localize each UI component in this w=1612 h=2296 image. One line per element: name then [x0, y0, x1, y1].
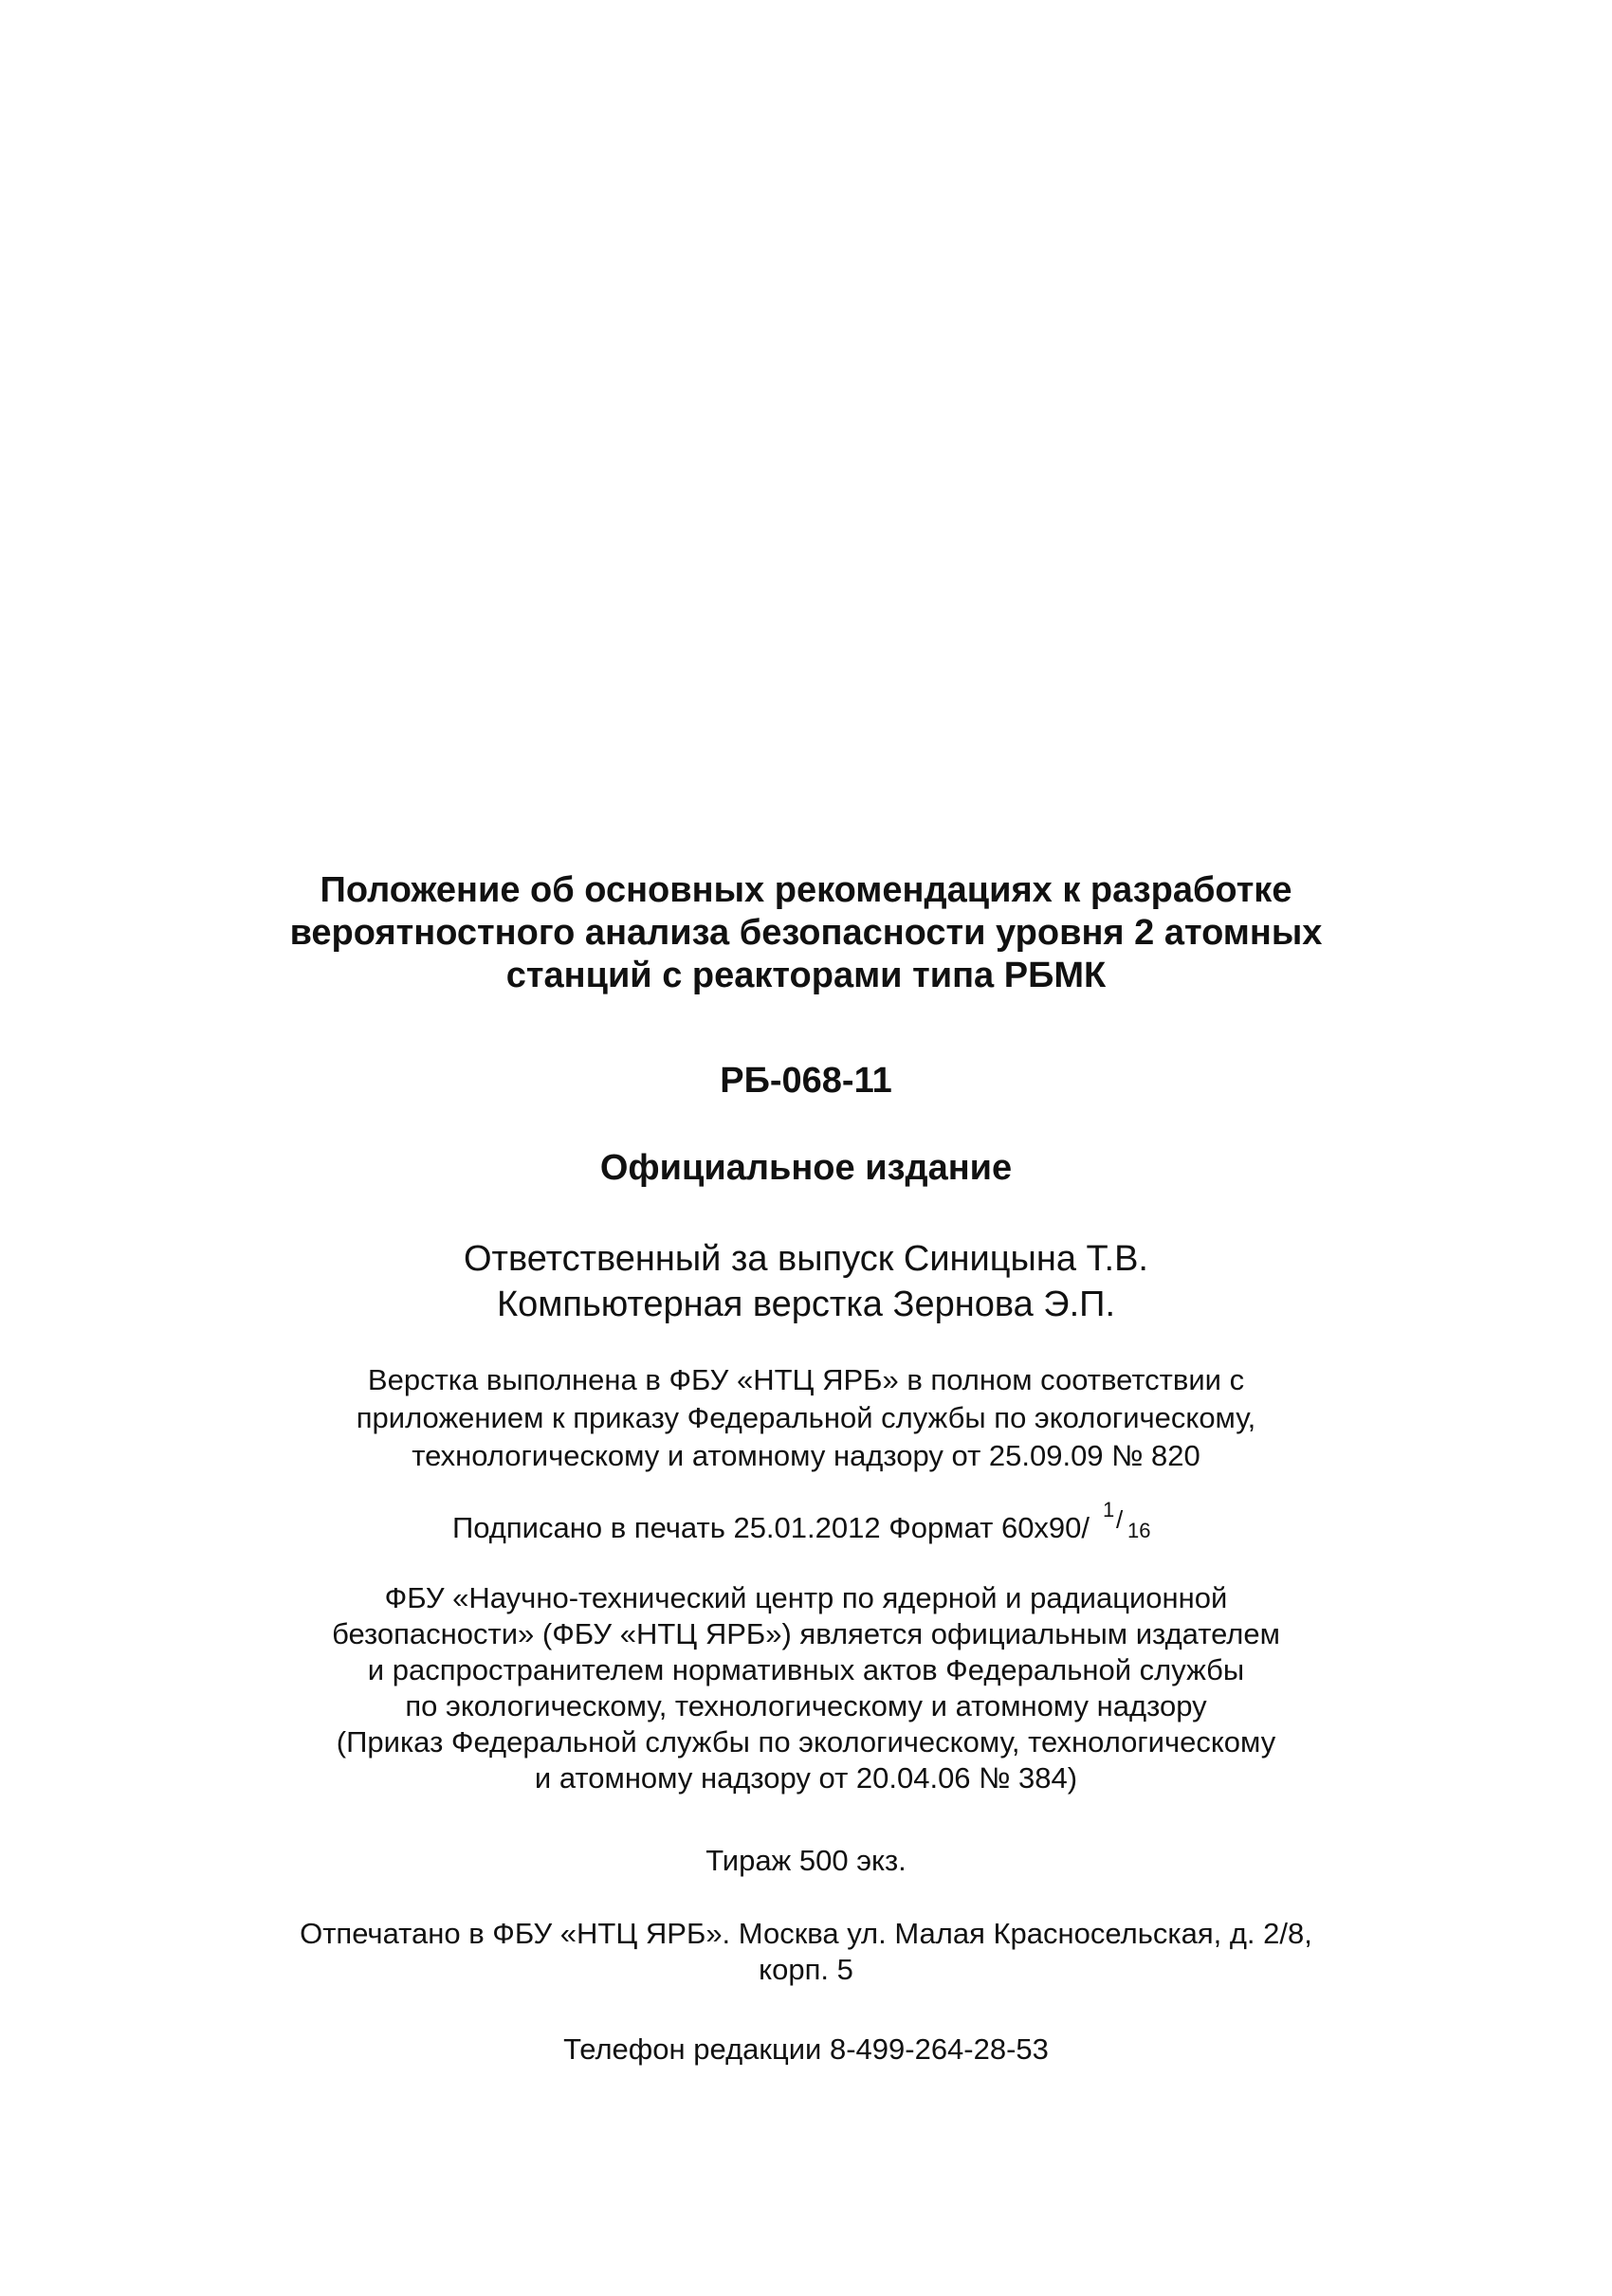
layout-designer: Компьютерная верстка Зернова Э.П. [496, 1285, 1116, 1324]
publisher-statement [190, 1580, 1422, 1796]
title-line: Положение об основных рекомендациях к разработке [320, 870, 1292, 910]
layout-note-line: технологическому и атомному надзору от 25.09.09 № 820 [412, 1439, 1200, 1472]
responsible-editor: Ответственный за выпуск Синицына Т.В. [464, 1239, 1148, 1279]
signed-text: Подписано в печать 25.01.2012 Формат 60x90/ [451, 1511, 1090, 1544]
document-title [190, 869, 1422, 997]
publisher-line: ФБУ «Научно-технический центр по ядерной и радиационной [384, 1581, 1228, 1614]
title-line: вероятностного анализа безопасности уровня 2 атомных [289, 913, 1323, 953]
printing-address-line: Отпечатано в ФБУ «НТЦ ЯРБ». Москва ул. Малая Красносельская, д. 2/8, [300, 1917, 1312, 1950]
publisher-line: по экологическому, технологическому и атомному надзору [405, 1689, 1207, 1722]
editorial-phone: Телефон редакции 8-499-264-28-53 [563, 2032, 1049, 2066]
fraction-numerator: 1 [1103, 1498, 1115, 1522]
publisher-line: и распространителем нормативных актов Федеральной службы [367, 1653, 1245, 1686]
printing-address [190, 1916, 1422, 1988]
fraction-denominator: 16 [1127, 1519, 1151, 1542]
publisher-line: безопасности» (ФБУ «НТЦ ЯРБ») является официальным издателем [332, 1617, 1280, 1650]
edition-label: Официальное издание [599, 1148, 1013, 1188]
staff-credits [190, 1236, 1422, 1327]
document-code: РБ-068-11 [720, 1061, 892, 1101]
layout-note-line: Верстка выполнена в ФБУ «НТЦ ЯРБ» в полном соответствии с [367, 1363, 1245, 1396]
title-line: станций с реакторами типа РБМК [505, 956, 1107, 995]
fraction-slash: / [1116, 1505, 1124, 1534]
signed-for-print [190, 1498, 1422, 1547]
format-fraction [1103, 1498, 1160, 1547]
layout-note [190, 1361, 1422, 1475]
layout-note-line: приложением к приказу Федеральной службы по экологическому, [356, 1401, 1256, 1434]
print-run: Тираж 500 экз. [705, 1844, 907, 1877]
publisher-line: (Приказ Федеральной службы по экологическому, технологическому [336, 1725, 1276, 1758]
printing-address-line: корп. 5 [759, 1953, 853, 1986]
publisher-line: и атомному надзору от 20.04.06 № 384) [534, 1761, 1078, 1795]
